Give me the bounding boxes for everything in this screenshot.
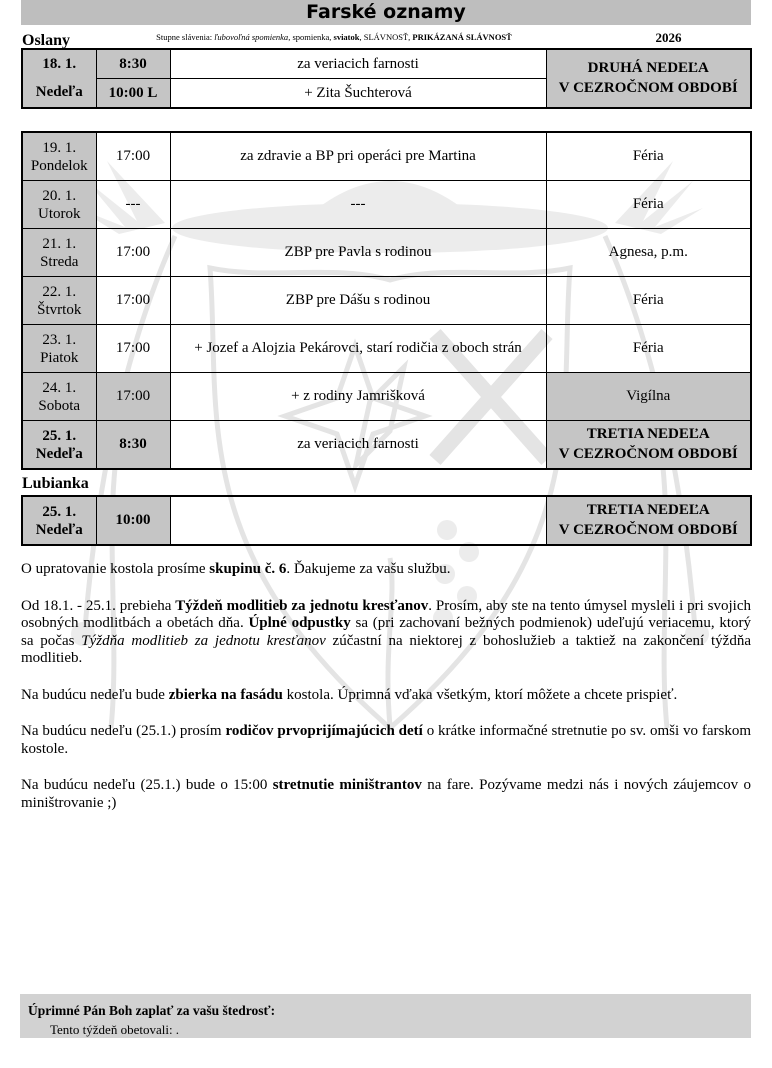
mass-row — [22, 373, 751, 421]
mass-intention: + z rodiny Jamrišková — [170, 373, 546, 421]
mass-time: 8:30 — [96, 49, 170, 79]
mass-day: Pondelok — [30, 157, 88, 174]
oslany-week-table — [21, 131, 752, 470]
mass-day: Sobota — [38, 397, 81, 414]
mass-date: 19. 1. — [42, 139, 77, 156]
mass-intention: ZBP pre Pavla s rodinou — [170, 229, 546, 277]
announcement-cleaning: O upratovanie kostola prosíme skupinu č. 6. Ďakujeme za vašu službu. — [21, 561, 451, 577]
mass-row — [22, 49, 751, 79]
gratitude-footer-box — [20, 994, 751, 1038]
mass-intention: + Zita Šuchterová — [170, 79, 546, 109]
feast-cell — [546, 49, 751, 108]
celebration-levels-legend: Stupne slávenia: ľubovoľná spomienka, spomienka, sviatok, SLÁVNOSŤ, PRIKÁZANÁ SLÁVNOSŤ — [156, 32, 512, 42]
mass-intention: za veriacich farnosti — [170, 421, 546, 470]
oslany-sunday-table — [21, 48, 752, 109]
feast-cell — [546, 496, 751, 545]
mass-date: 18. 1. — [42, 56, 77, 72]
header-meta-row — [21, 25, 751, 48]
mass-row — [22, 277, 751, 325]
mass-day: Utorok — [38, 205, 81, 222]
feast-cell: Féria — [546, 132, 751, 181]
mass-row — [22, 421, 751, 470]
feast-cell: Féria — [546, 325, 751, 373]
weekly-offerings-line: Tento týždeň obetovali: . — [50, 1022, 180, 1037]
feast-line: V CEZROČNOM OBDOBÍ — [558, 79, 738, 96]
year-label: 2026 — [655, 30, 682, 45]
mass-intention: za zdravie a BP pri operáci pre Martina — [170, 132, 546, 181]
announcement-collection: Na budúcu nedeľu bude zbierka na fasádu kostola. Úprimná vďaka všetkým, ktorí môžete a chcete prispieť. — [21, 686, 678, 703]
mass-intention: ZBP pre Dášu s rodinou — [170, 277, 546, 325]
mass-row — [22, 496, 751, 545]
mass-time: 17:00 — [96, 373, 170, 421]
mass-row — [22, 181, 751, 229]
gratitude-heading: Úprimné Pán Boh zaplať za vašu štedrosť: — [28, 1003, 276, 1018]
mass-day: Nedeľa — [35, 445, 83, 462]
mass-row — [22, 132, 751, 181]
mass-date: 20. 1. — [42, 187, 77, 204]
mass-time: 10:00 — [96, 496, 170, 545]
mass-date-cell — [22, 49, 96, 108]
mass-time: 17:00 — [96, 325, 170, 373]
mass-date: 24. 1. — [42, 379, 77, 396]
mass-date-cell — [22, 181, 96, 229]
feast-cell: Vigílna — [546, 373, 751, 421]
mass-day: Piatok — [40, 349, 79, 366]
mass-date-cell — [22, 325, 96, 373]
mass-time: 10:00 L — [96, 79, 170, 109]
feast-line: V CEZROČNOM OBDOBÍ — [558, 445, 738, 462]
mass-day: Štvrtok — [37, 301, 82, 318]
mass-date: 25. 1. — [42, 427, 77, 444]
mass-time: 8:30 — [96, 421, 170, 470]
village-label-lubianka: Lubianka — [22, 475, 89, 492]
feast-cell — [546, 421, 751, 470]
village-label-oslany: Oslany — [22, 32, 71, 49]
feast-line: TRETIA NEDEĽA — [586, 502, 710, 518]
mass-date: 25. 1. — [42, 503, 77, 520]
feast-line: V CEZROČNOM OBDOBÍ — [558, 521, 738, 538]
mass-date-cell — [22, 229, 96, 277]
mass-time: 17:00 — [96, 229, 170, 277]
mass-date-cell — [22, 496, 96, 545]
lubianka-sunday-table — [21, 495, 752, 546]
mass-day: Streda — [40, 253, 79, 270]
mass-row — [22, 229, 751, 277]
feast-line: DRUHÁ NEDEĽA — [587, 60, 709, 76]
feast-cell: Féria — [546, 277, 751, 325]
feast-cell: Agnesa, p.m. — [546, 229, 751, 277]
mass-date: 23. 1. — [42, 331, 77, 348]
page-title: Farské oznamy — [21, 0, 751, 25]
mass-date-cell — [22, 277, 96, 325]
mass-day: Nedeľa — [35, 84, 83, 100]
mass-date: 21. 1. — [42, 235, 77, 252]
mass-intention: za veriacich farnosti — [170, 49, 546, 79]
mass-day: Nedeľa — [35, 521, 83, 538]
feast-cell: Féria — [546, 181, 751, 229]
mass-time: --- — [96, 181, 170, 229]
mass-intention — [170, 496, 546, 545]
mass-intention: + Jozef a Alojzia Pekárovci, starí rodičia z oboch strán — [170, 325, 546, 373]
announcement-first-communion-parents: Na budúcu nedeľu (25.1.) prosím rodičov prvoprijímajúcich detí o krátke informačné stretnutie po sv. omši vo farskom kostole. — [21, 723, 751, 757]
announcement-prayer-week: Od 18.1. - 25.1. prebieha Týždeň modlitieb za jednotu kresťanov. Prosím, aby ste na tento úmysel mysleli i pri svojich osobných modlitbách a obetách dňa. Úplné odpustky sa (pri zachovaní bežných podmienok) udeľujú veriacemu, ktorý sa počas Týždňa modlitieb za jednotu kresťanov zúčastní na niektorej z bohoslužieb a taktiež na zakončení týždňa modlitieb. — [21, 597, 752, 666]
mass-date: 22. 1. — [42, 283, 77, 300]
mass-date-cell — [22, 421, 96, 470]
mass-intention: --- — [170, 181, 546, 229]
mass-date-cell — [22, 132, 96, 181]
feast-line: TRETIA NEDEĽA — [586, 426, 710, 442]
mass-time: 17:00 — [96, 277, 170, 325]
mass-time: 17:00 — [96, 132, 170, 181]
mass-row — [22, 325, 751, 373]
announcement-altar-servers: Na budúcu nedeľu (25.1.) bude o 15:00 stretnutie miništrantov na fare. Pozývame medzi nás i nových záujemcov o miništrovanie ;) — [21, 777, 752, 811]
mass-date-cell — [22, 373, 96, 421]
